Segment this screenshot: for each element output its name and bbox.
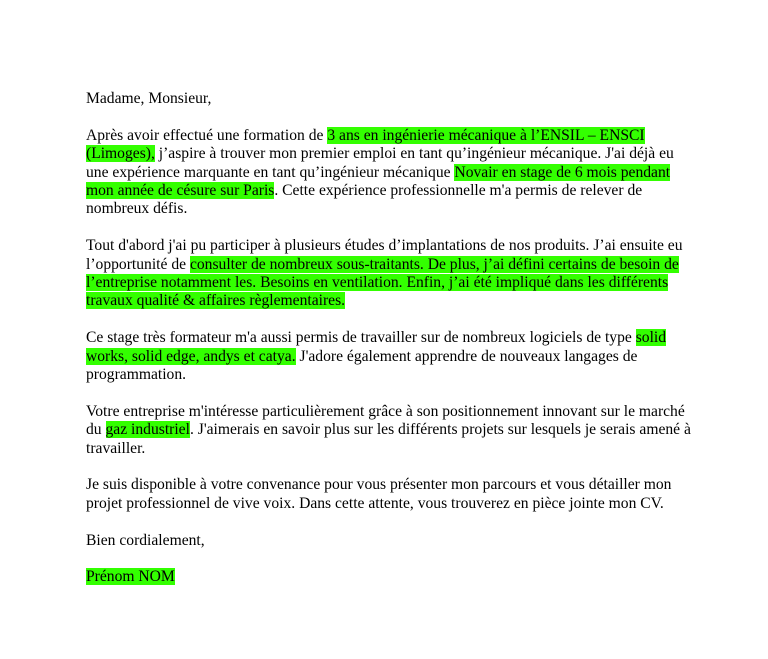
closing <box>86 532 692 550</box>
paragraph-motivation-text-2: . J'aimerais en savoir plus sur les différents projets sur lesquels je serais amené à travailler. <box>86 421 691 457</box>
paragraph-motivation <box>86 403 692 458</box>
paragraph-software-text-2: J'adore également apprendre de nouveaux langages de programmation. <box>86 347 638 384</box>
highlight-internship: Novair en stage de 6 mois pendant mon année de césure sur Paris <box>86 163 671 200</box>
paragraph-software <box>86 329 692 384</box>
paragraph-motivation-text-1: Votre entreprise m'intéresse particulièrement grâce à son positionnement innovant sur le marché du <box>86 402 685 439</box>
paragraph-education-text-3: . Cette expérience professionnelle m'a permis de relever de nombreux défis. <box>86 182 643 218</box>
cover-letter <box>86 90 692 605</box>
highlight-sector: gaz industriel <box>105 421 190 439</box>
paragraph-availability <box>86 476 692 513</box>
signature <box>86 568 692 586</box>
paragraph-software-text-1: Ce stage très formateur m'a aussi permis de travailler sur de nombreux logiciels de type <box>86 329 636 347</box>
signature-name: Prénom NOM <box>86 568 175 586</box>
paragraph-availability-text: Je suis disponible à votre convenance pour vous présenter mon parcours et vous détailler mon projet professionnel de vive voix. Dans cette attente, vous trouverez en pièce jointe mon CV. <box>86 476 672 512</box>
paragraph-education-text-1: Après avoir effectué une formation de <box>86 126 328 144</box>
closing-text: Bien cordialement, <box>86 531 205 549</box>
paragraph-missions-text-1: Tout d'abord j'ai pu participer à plusieurs études d’implantations de nos produits. J’ai ensuite eu l’opportunité de <box>86 237 683 273</box>
highlight-education: 3 ans en ingénierie mécanique à l’ENSIL – ENSCI (Limoges), <box>86 126 645 163</box>
greeting-text: Madame, Monsieur, <box>86 90 212 107</box>
paragraph-education-text-2: j’aspire à trouver mon premier emploi en tant qu’ingénieur mécanique. J'ai déjà eu une expérience marquante en tant qu’ingénieur mécanique <box>86 145 674 181</box>
paragraph-missions <box>86 237 692 311</box>
greeting <box>86 90 692 108</box>
highlight-software: solid works, solid edge, andys et catya. <box>86 329 667 365</box>
paragraph-education <box>86 127 692 219</box>
highlight-missions: consulter de nombreux sous-traitants. De plus, j’ai défini certains de besoin de l’entreprise notamment les. Besoins en ventilation. Enfin, j’ai été impliqué dans les différents travaux qualité & affaires règlementaires. <box>86 255 679 310</box>
